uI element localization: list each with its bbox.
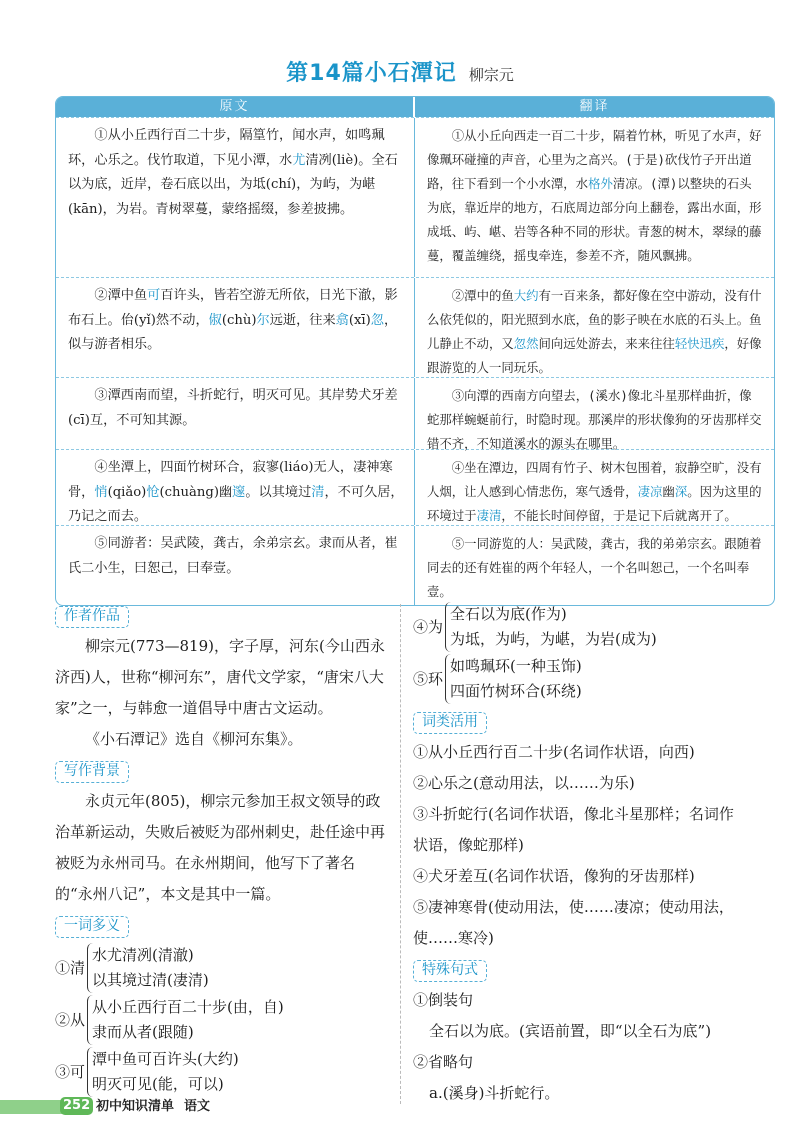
left-notes-column: [55, 600, 390, 1099]
section-tag-polysemy: 一词多义: [55, 916, 129, 938]
word-class-item: ①从小丘西行百二十步(名词作状语，向西): [413, 743, 695, 761]
word-class-item: 使……寒冷): [413, 929, 494, 947]
page-number: 252: [60, 1097, 93, 1115]
table-row: [56, 449, 774, 525]
word-class-item: ⑤凄神寒骨(使动用法，使……凄凉；使动用法，: [413, 898, 734, 916]
author-intro: 柳宗元(773—819)，字子厚，河东(今山西永济西)人，世称“柳河东”，唐代文学家，“唐宋八大家”之一，与韩愈一道倡导中唐古文运动。: [55, 637, 385, 717]
word-class-item: 状语，像蛇那样): [413, 836, 524, 854]
polysemy-item: ④为 全石以为底(作为) 为坻，为屿，为嵁，为岩(成为): [413, 602, 775, 652]
table-row: [56, 117, 774, 277]
section-tag-background: 写作背景: [55, 761, 129, 783]
table-header: [56, 97, 774, 117]
section-tag-special-sentence: 特殊句式: [413, 960, 487, 982]
section-tag-author: 作者作品: [55, 606, 129, 628]
right-notes-column: [413, 600, 775, 1109]
special-sentence-item: 全石以为底。(宾语前置，即“以全石为底”): [429, 1022, 712, 1040]
header-translation: 翻译: [415, 97, 774, 117]
translation-text: ②潭中的鱼大约有一百来条，都好像在空中游动，没有什么依凭似的，阳光照到水底，鱼的影子映在水底的石头上。鱼儿静止不动，又忽然间向远处游去，来来往往轻快迅疾，好像跟游览的人一同玩乐。: [427, 288, 762, 375]
author-name: 柳宗元: [468, 66, 514, 84]
word-class-item: ④犬牙差互(名词作状语，像狗的牙齿那样): [413, 867, 695, 885]
section-tag-word-class: 词类活用: [413, 712, 487, 734]
polysemy-item: ⑤环 如鸣珮环(一种玉饰) 四面竹树环合(环绕): [413, 654, 775, 704]
original-translation-table: [55, 96, 775, 606]
footer-book-info: [96, 1097, 210, 1117]
special-sentence-item: ①倒装句: [413, 991, 474, 1009]
translation-text: ①从小丘向西走一百二十步，隔着竹林，听见了水声，好像珮环碰撞的声音，心里为之高兴。(于是)砍伐竹子开出道路，往下看到一个小水潭，水格外清凉。(潭)以整块的石头为底，靠近岸的地方，石底周边部分向上翻卷，露出水面，形成坻、屿、嵁、岩等各种不同的形状。青葱的树木，翠绿的藤蔓，覆盖缠绕，摇曳牵连，参差不齐，随风飘拂。: [427, 128, 762, 263]
header-original: 原文: [56, 97, 415, 117]
column-divider: [400, 604, 401, 1104]
polysemy-item: ③可 潭中鱼可百许头(大约) 明灭可见(能，可以): [55, 1047, 390, 1097]
book-title: 初中知识清单: [96, 1099, 175, 1114]
polysemy-item: ②从 从小丘西行百二十步(由，自) 隶而从者(跟随): [55, 995, 390, 1045]
page-footer: [0, 1096, 800, 1118]
subject-label: 语文: [184, 1099, 211, 1114]
special-sentence-item: ②省略句: [413, 1053, 474, 1071]
table-row: [56, 377, 774, 449]
polysemy-item: ①清 水尤清冽(清澈) 以其境过清(凄清): [55, 943, 390, 993]
original-text: ④坐潭上，四面竹树环合，寂寥(liáo)无人，凄神寒骨，悄(qiǎo)怆(chuàng)幽邃。以其境过清，不可久居，乃记之而去。: [56, 450, 415, 525]
original-text: ⑤同游者：吴武陵，龚古，余弟宗玄。隶而从者，崔氏二小生，曰恕己，曰奉壹。: [56, 526, 415, 605]
table-row: [56, 277, 774, 377]
original-text: ③潭西南而望，斗折蛇行，明灭可见。其岸势犬牙差(cī)互，不可知其源。: [56, 378, 415, 449]
word-class-item: ②心乐之(意动用法，以……为乐): [413, 774, 635, 792]
word-class-item: ③斗折蛇行(名词作状语，像北斗星那样；名词作: [413, 805, 734, 823]
original-text: ②潭中鱼可百许头，皆若空游无所依，日光下澈，影布石上。佁(yǐ)然不动，俶(chù)尔远逝，往来翕(xī)忽，似与游者相乐。: [56, 278, 415, 377]
source-note: 《小石潭记》选自《柳河东集》。: [85, 730, 303, 748]
translation-text: ④坐在潭边，四周有竹子、树木包围着，寂静空旷，没有人烟，让人感到心情悲伤，寒气透骨，凄凉幽深。因为这里的环境过于凄清，不能长时间停留，于是记下后就离开了。: [427, 460, 762, 523]
translation-text: ⑤一同游览的人：吴武陵，龚古，我的弟弟宗玄。跟随着同去的还有姓崔的两个年轻人，一个名叫恕己，一个名叫奉壹。: [427, 536, 762, 599]
translation-text: ③向潭的西南方向望去，(溪水)像北斗星那样曲折，像蛇那样蜿蜒前行，时隐时现。那溪岸的形状像狗的牙齿那样交错不齐，不知道溪水的源头在哪里。: [427, 388, 762, 451]
chapter-label: 第14篇: [286, 61, 365, 86]
text-title: 小石潭记: [364, 61, 457, 86]
table-row: [56, 525, 774, 605]
special-sentence-item: a.(溪身)斗折蛇行。: [429, 1084, 560, 1102]
original-text: ①从小丘西行百二十步，隔篁竹，闻水声，如鸣珮环，心乐之。伐竹取道，下见小潭，水尤清冽(liè)。全石以为底，近岸，卷石底以出，为坻(chí)，为屿，为嵁(kān)，为岩。青树翠蔓，蒙络摇缀，参差披拂。: [56, 118, 415, 277]
page-header: [0, 56, 800, 87]
background-text: 永贞元年(805)，柳宗元参加王叔文领导的政治革新运动，失败后被贬为邵州刺史，赴任途中再被贬为永州司马。在永州期间，他写下了著名的“永州八记”，本文是其中一篇。: [55, 792, 386, 903]
